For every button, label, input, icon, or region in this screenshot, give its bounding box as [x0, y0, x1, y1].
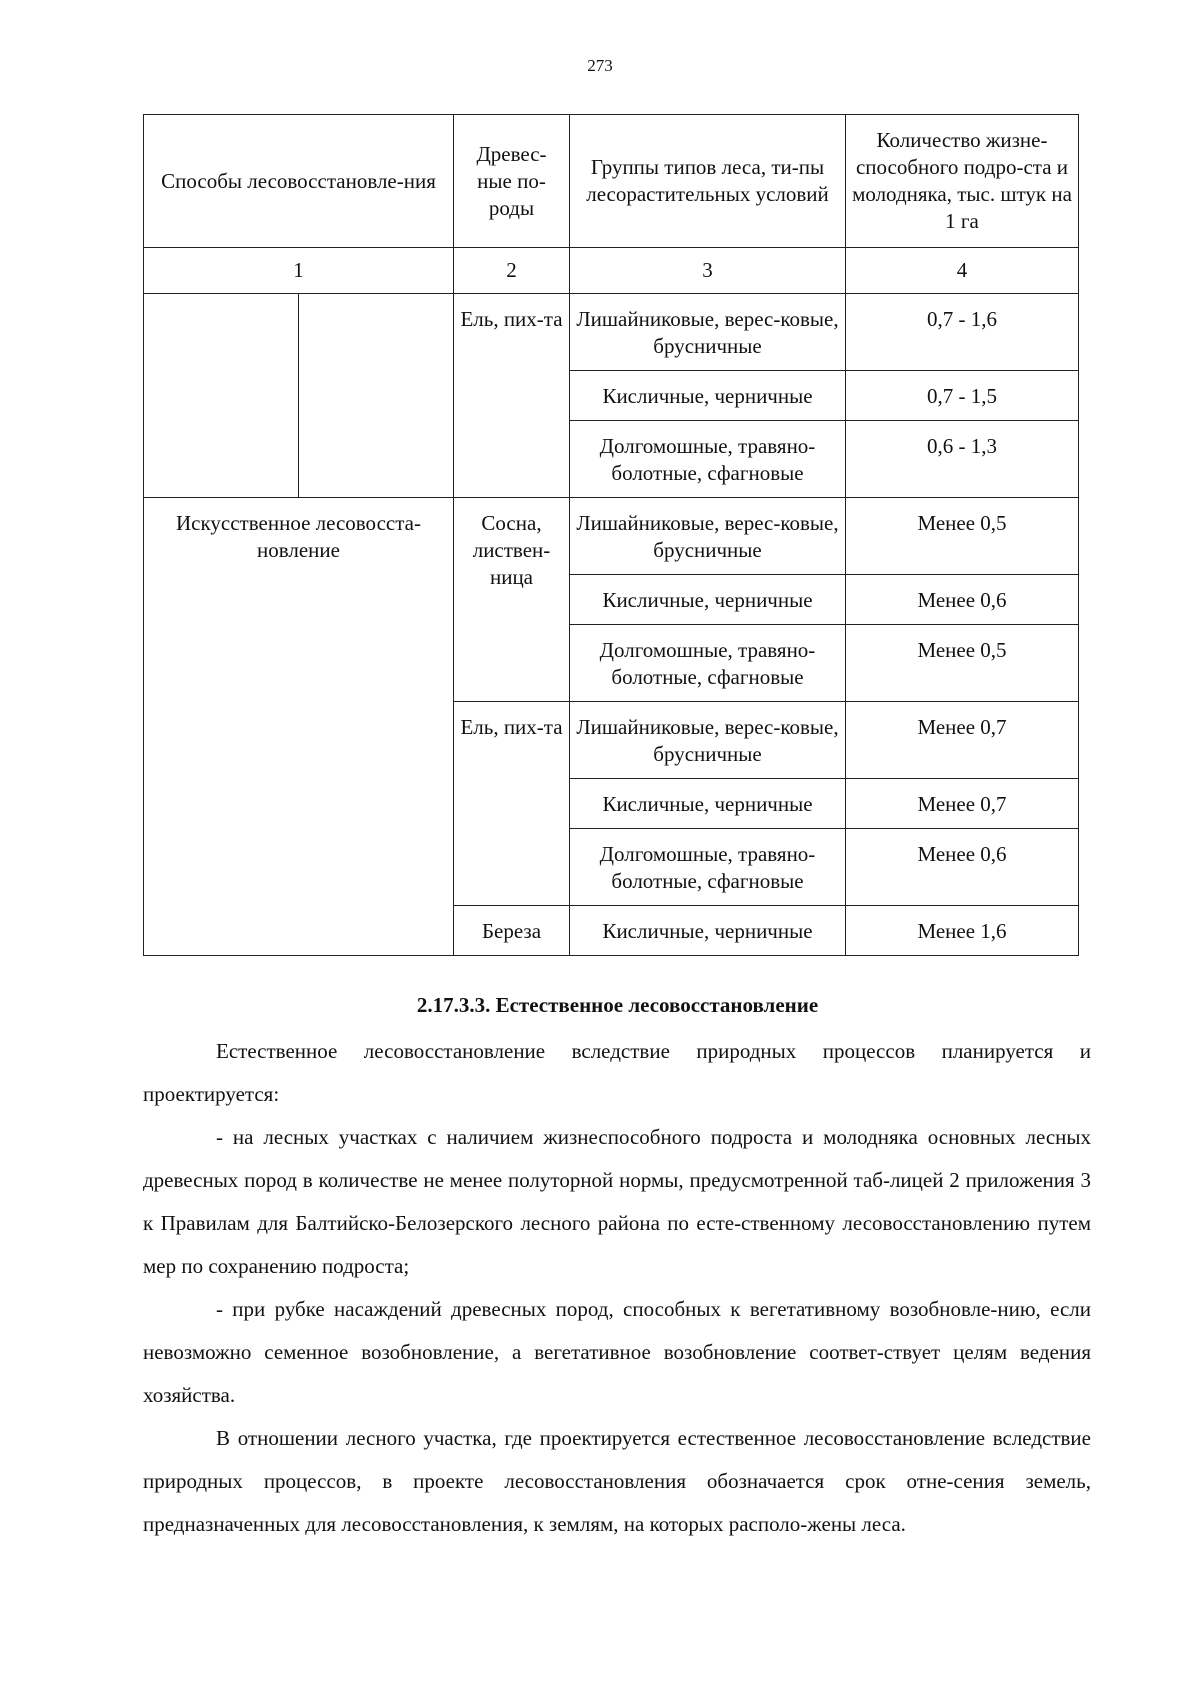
quantity-cell: Менее 0,7	[846, 779, 1079, 829]
species-cell: Ель, пих-та	[454, 702, 570, 906]
quantity-cell: 0,6 - 1,3	[846, 421, 1079, 498]
column-number: 3	[570, 248, 846, 294]
header-methods: Способы лесовосстановле-ния	[144, 115, 454, 248]
conditions-cell: Лишайниковые, верес-ковые, брусничные	[570, 294, 846, 371]
table-header-row	[144, 115, 1079, 248]
quantity-cell: Менее 0,6	[846, 829, 1079, 906]
conditions-cell: Лишайниковые, верес-ковые, брусничные	[570, 498, 846, 575]
quantity-cell: Менее 1,6	[846, 906, 1079, 956]
quantity-cell: Менее 0,6	[846, 575, 1079, 625]
conditions-cell: Долгомошные, травяно-болотные, сфагновые	[570, 421, 846, 498]
blank-cell	[144, 294, 299, 498]
column-number: 1	[144, 248, 454, 294]
conditions-cell: Кисличные, черничные	[570, 575, 846, 625]
header-quantity: Количество жизне-способного подро-ста и молодняка, тыс. штук на 1 га	[846, 115, 1079, 248]
paragraph: В отношении лесного участка, где проектируется естественное лесовосстановление вследствие природных процессов, в проекте лесовосстановления обозначается срок отне-сения земель, предназначенных для лесовосстановления, к землям, на которых располо-жены леса.	[143, 1426, 1091, 1536]
table-row	[144, 498, 1079, 575]
conditions-cell: Кисличные, черничные	[570, 371, 846, 421]
column-number: 4	[846, 248, 1079, 294]
conditions-cell: Кисличные, черничные	[570, 906, 846, 956]
species-cell: Ель, пих-та	[454, 294, 570, 498]
header-forest-types: Группы типов леса, ти-пы лесорастительных условий	[570, 115, 846, 248]
paragraph: Естественное лесовосстановление вследствие природных процессов планируется и проектируется:	[143, 1039, 1091, 1106]
quantity-cell: 0,7 - 1,5	[846, 371, 1079, 421]
header-species: Древес-ные по-роды	[454, 115, 570, 248]
conditions-cell: Лишайниковые, верес-ковые, брусничные	[570, 702, 846, 779]
column-number: 2	[454, 248, 570, 294]
species-cell: Сосна, листвен-ница	[454, 498, 570, 702]
reforestation-table	[143, 114, 1079, 956]
method-cell: Искусственное лесовосста-новление	[144, 498, 454, 956]
quantity-cell: Менее 0,5	[846, 498, 1079, 575]
conditions-cell: Кисличные, черничные	[570, 779, 846, 829]
species-cell: Береза	[454, 906, 570, 956]
quantity-cell: Менее 0,5	[846, 625, 1079, 702]
quantity-cell: Менее 0,7	[846, 702, 1079, 779]
blank-cell	[299, 294, 454, 498]
page-number: 273	[587, 56, 613, 75]
quantity-cell: 0,7 - 1,6	[846, 294, 1079, 371]
conditions-cell: Долгомошные, травяно-болотные, сфагновые	[570, 625, 846, 702]
paragraph: - на лесных участках с наличием жизнеспособного подроста и молодняка основных лесных древесных пород в количестве не менее полуторной нормы, предусмотренной таб-лицей 2 приложения 3 к Правилам для Балтийско-Белозерского лесного района по есте-ственному лесовосстановлению путем мер по сохранению подроста;	[143, 1125, 1091, 1278]
column-number-row	[144, 248, 1079, 294]
table-row	[144, 294, 1079, 371]
paragraph: - при рубке насаждений древесных пород, способных к вегетативному возобновле-нию, если невозможно семенное возобновление, а вегетативное возобновление соответ-ствует целям ведения хозяйства.	[143, 1297, 1091, 1407]
conditions-cell: Долгомошные, травяно-болотные, сфагновые	[570, 829, 846, 906]
section-heading: 2.17.3.3. Естественное лесовосстановление	[416, 993, 819, 1017]
section-body	[143, 1030, 1091, 1546]
